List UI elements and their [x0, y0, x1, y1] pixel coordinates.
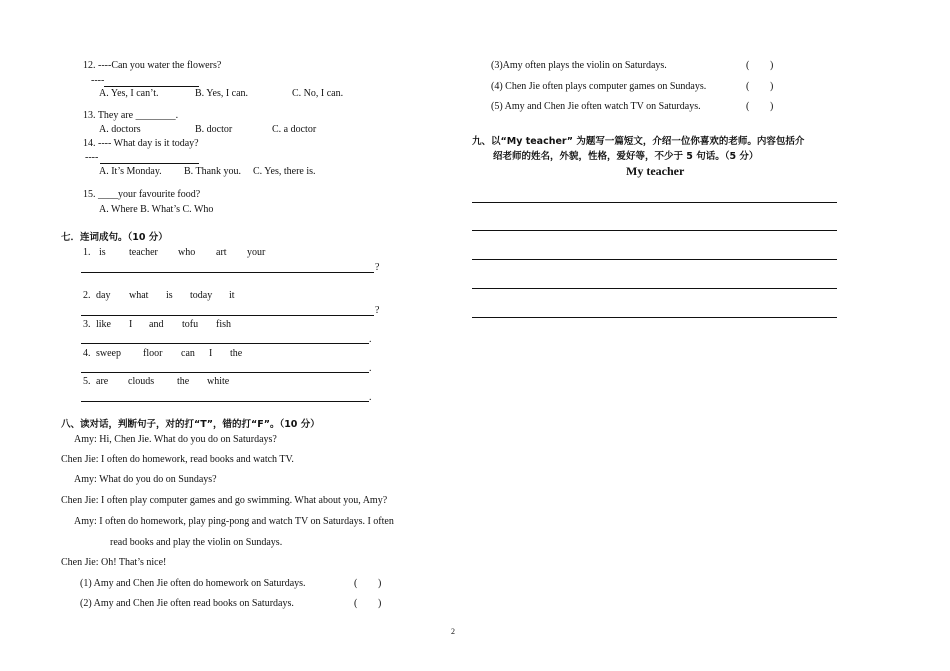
- writing-line[interactable]: [472, 230, 837, 231]
- word-chip: is: [99, 247, 106, 258]
- q12-option-a: A. Yes, I can’t.: [99, 88, 159, 99]
- word-chip: it: [229, 290, 235, 301]
- sentence-end-mark: .: [369, 363, 372, 374]
- word-chip: is: [166, 290, 173, 301]
- word-chip: what: [129, 290, 149, 301]
- dialogue-line: Amy: I often do homework, play ping-pong and watch TV on Saturdays. I often: [74, 516, 394, 527]
- judgement-statement: (3)Amy often plays the violin on Saturdays.: [491, 60, 667, 71]
- page-number: 2: [451, 627, 455, 636]
- judgement-bracket-close[interactable]: ): [378, 578, 382, 589]
- sec7-item-number: 1.: [83, 247, 91, 258]
- judgement-bracket-close[interactable]: ): [770, 81, 774, 92]
- judgement-bracket-open[interactable]: (: [746, 81, 750, 92]
- essay-title: My teacher: [626, 164, 685, 178]
- judgement-bracket-close[interactable]: ): [770, 60, 774, 71]
- q13-option-b: B. doctor: [195, 124, 233, 135]
- q14-stem: 14. ---- What day is it today?: [83, 138, 199, 149]
- word-chip: like: [96, 319, 111, 330]
- word-chip: sweep: [96, 348, 121, 359]
- word-chip: floor: [143, 348, 163, 359]
- q15-options: A. Where B. What’s C. Who: [99, 204, 214, 215]
- word-chip: I: [129, 319, 133, 330]
- q12-stem: 12. ----Can you water the flowers?: [83, 60, 222, 71]
- answer-line[interactable]: [81, 343, 369, 344]
- word-chip: day: [96, 290, 111, 301]
- q14-option-c: C. Yes, there is.: [253, 166, 316, 177]
- section-9-title-line-1: 九、以“My teacher” 为题写一篇短文，介绍一位你喜欢的老师。内容包括介: [472, 136, 805, 147]
- q14-answer-prefix: ----: [85, 152, 99, 163]
- judgement-bracket-open[interactable]: (: [746, 101, 750, 112]
- q12-option-c: C. No, I can.: [292, 88, 344, 99]
- q13-stem: 13. They are ________.: [83, 110, 179, 121]
- writing-line[interactable]: [472, 259, 837, 260]
- word-chip: tofu: [182, 319, 199, 330]
- q14-answer-blank[interactable]: [100, 163, 199, 164]
- judgement-statement: (4) Chen Jie often plays computer games on Sundays.: [491, 81, 707, 92]
- sentence-end-mark: ?: [375, 305, 380, 316]
- word-chip: the: [177, 376, 190, 387]
- writing-line[interactable]: [472, 288, 837, 289]
- q12-option-b: B. Yes, I can.: [195, 88, 249, 99]
- word-chip: who: [178, 247, 196, 258]
- sentence-end-mark: ?: [375, 262, 380, 273]
- sec7-item-number: 2.: [83, 290, 91, 301]
- section-8-title: 八、读对话，判断句子，对的打“T”，错的打“F”。（10 分）: [61, 419, 320, 430]
- dialogue-line: Amy: What do you do on Sundays?: [74, 474, 217, 485]
- dialogue-line: read books and play the violin on Sundays.: [110, 537, 283, 548]
- q14-option-a: A. It’s Monday.: [99, 166, 162, 177]
- word-chip: today: [190, 290, 213, 301]
- writing-line[interactable]: [472, 202, 837, 203]
- dialogue-line: Chen Jie: I often play computer games and go swimming. What about you, Amy?: [61, 495, 388, 506]
- q15-stem: 15. ____your favourite food?: [83, 189, 201, 200]
- word-chip: teacher: [129, 247, 158, 258]
- judgement-statement: (2) Amy and Chen Jie often read books on Saturdays.: [80, 598, 294, 609]
- word-chip: are: [96, 376, 109, 387]
- q12-answer-prefix: ----: [91, 75, 105, 86]
- section-9-title-line-2: 绍老师的姓名，外貌，性格，爱好等，不少于 5 句话。（5 分）: [493, 151, 759, 162]
- section-7-title: 七．连词成句。（10 分）: [61, 232, 168, 243]
- sentence-end-mark: .: [369, 334, 372, 345]
- judgement-statement: (1) Amy and Chen Jie often do homework on Saturdays.: [80, 578, 306, 589]
- word-chip: the: [230, 348, 243, 359]
- sec7-item-number: 5.: [83, 376, 91, 387]
- word-chip: your: [247, 247, 266, 258]
- sentence-end-mark: .: [369, 392, 372, 403]
- word-chip: fish: [216, 319, 231, 330]
- word-chip: and: [149, 319, 164, 330]
- sec7-item-number: 4.: [83, 348, 91, 359]
- judgement-bracket-close[interactable]: ): [378, 598, 382, 609]
- answer-line[interactable]: [81, 372, 369, 373]
- answer-line[interactable]: [81, 272, 374, 273]
- answer-line[interactable]: [81, 401, 369, 402]
- word-chip: white: [207, 376, 230, 387]
- judgement-bracket-open[interactable]: (: [354, 598, 358, 609]
- sec7-item-number: 3.: [83, 319, 91, 330]
- word-chip: art: [216, 247, 227, 258]
- judgement-statement: (5) Amy and Chen Jie often watch TV on Saturdays.: [491, 101, 701, 112]
- word-chip: can: [181, 348, 195, 359]
- judgement-bracket-open[interactable]: (: [354, 578, 358, 589]
- q13-option-c: C. a doctor: [272, 124, 317, 135]
- dialogue-line: Chen Jie: Oh! That’s nice!: [61, 557, 167, 568]
- q13-option-a: A. doctors: [99, 124, 141, 135]
- dialogue-line: Amy: Hi, Chen Jie. What do you do on Saturdays?: [74, 434, 277, 445]
- writing-line[interactable]: [472, 317, 837, 318]
- judgement-bracket-close[interactable]: ): [770, 101, 774, 112]
- dialogue-line: Chen Jie: I often do homework, read books and watch TV.: [61, 454, 294, 465]
- q12-answer-blank[interactable]: [104, 86, 199, 87]
- word-chip: clouds: [128, 376, 155, 387]
- judgement-bracket-open[interactable]: (: [746, 60, 750, 71]
- answer-line[interactable]: [81, 315, 374, 316]
- q14-option-b: B. Thank you.: [184, 166, 242, 177]
- word-chip: I: [209, 348, 213, 359]
